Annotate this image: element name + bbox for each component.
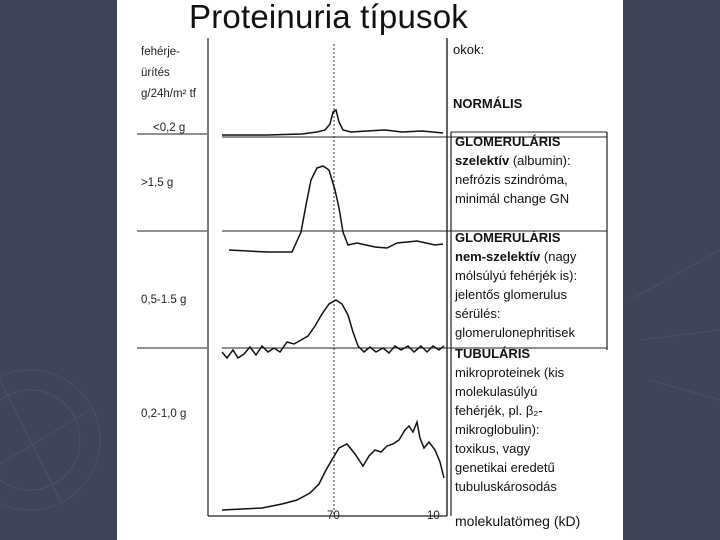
cause-glom-selective-line-3: nefrózis szindróma, <box>455 172 568 187</box>
amount-row-4: 0,2-1,0 g <box>141 408 187 420</box>
x-axis-label: molekulatömeg (kD) <box>455 513 581 529</box>
cause-tubular-line-4: fehérjék, pl. β₂- <box>455 403 543 418</box>
cause-glom-nonselective-line-1: GLOMERULÁRIS <box>455 230 561 245</box>
slide-title: Proteinuria típusok <box>189 0 468 35</box>
cause-glom-selective-line-2-bold: szelektív <box>455 153 510 168</box>
cause-tubular-line-2: mikroproteinek (kis <box>455 365 565 380</box>
cause-glom-selective-line-1: GLOMERULÁRIS <box>455 134 561 149</box>
curve-tubular <box>222 422 444 510</box>
cause-tubular-line-5: mikroglobulin): <box>455 422 540 437</box>
cause-glom-nonselective-line-5: sérülés: <box>455 306 501 321</box>
cause-glom-selective-line-2-rest: (albumin): <box>512 153 571 168</box>
curve-glom-selective <box>229 166 443 252</box>
causes-header: okok: <box>453 42 485 57</box>
amount-row-3: 0,5-1.5 g <box>141 294 187 306</box>
amount-row-1: <0,2 g <box>153 122 186 134</box>
cause-glom-nonselective-line-2-rest: (nagy <box>543 249 577 264</box>
cause-tubular-line-7: genetikai eredetű <box>455 460 555 475</box>
cause-glom-nonselective-line-2-bold: nem-szelektív <box>455 249 541 264</box>
x-tick-70: 70 <box>327 510 340 522</box>
cause-tubular-line-1: TUBULÁRIS <box>455 346 531 361</box>
left-header-line-1: fehérje- <box>141 46 180 58</box>
cause-tubular-line-8: tubuluskárosodás <box>455 479 557 494</box>
amount-row-2: >1,5 g <box>141 177 174 189</box>
cause-normal-text: NORMÁLIS <box>453 96 523 111</box>
x-tick-10: 10 <box>427 510 440 522</box>
left-header-line-2: ürítés <box>141 67 170 79</box>
left-header-line-3: g/24h/m² tf <box>141 88 196 100</box>
cause-normal <box>453 94 522 113</box>
cause-tubular-line-3: molekulasúlyú <box>455 384 538 399</box>
cause-glom-nonselective-line-6: glomerulonephritisek <box>455 325 575 340</box>
curve-glom-nonselective <box>222 300 444 358</box>
curve-normal <box>222 110 443 135</box>
cause-glom-selective-line-4: minimál change GN <box>455 191 570 206</box>
slide <box>117 0 623 540</box>
cause-glom-nonselective-line-4: jelentős glomerulus <box>455 287 568 302</box>
cause-tubular-line-6: toxikus, vagy <box>455 441 531 456</box>
cause-glom-nonselective-line-3: mólsúlyú fehérjék is): <box>455 268 578 283</box>
